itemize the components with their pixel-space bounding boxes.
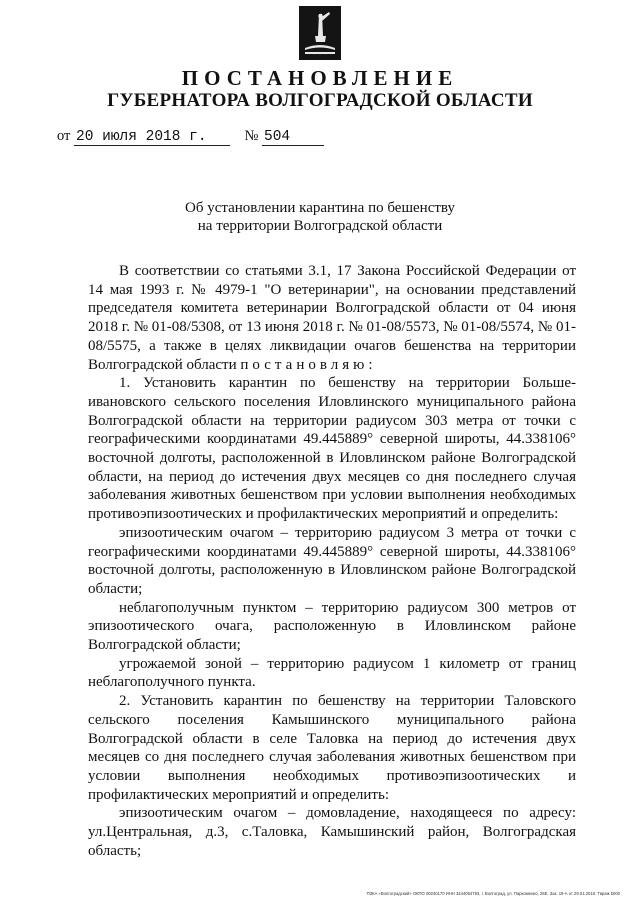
issuer-title: ГУБЕРНАТОРА ВОЛГОГРАДСКОЙ ОБЛАСТИ (107, 90, 533, 111)
paragraph-2: 2. Установить карантин по бешенству на территории Таловского сельского поселения Камышинского муниципального района Волгоградской области в селе Таловка на период до истечения двух месяцев со дня последнего случая заболевания животных бешенством при условии выполнения необходимых противоэпизоотических и профилактических мероприятий и определить: (88, 693, 576, 803)
coat-of-arms-icon (299, 6, 341, 60)
intro-paragraph (88, 262, 576, 374)
document-number: 504 (262, 129, 324, 146)
number-prefix: № (244, 128, 259, 144)
resolve-word: постановляю: (240, 356, 377, 373)
subject-line-2: на территории Волгоградской области (197, 218, 443, 234)
document-subject (0, 199, 640, 235)
document-body (88, 262, 576, 861)
print-footer: ПЗКА «Волгоградский» ОКПО 00240170 ИНН 3444054793, г. Волгоград, ул. Пархоменко, 26Е. Зак. 19-А от 29.01.2018. Тираж 5000 (366, 891, 620, 896)
paragraph-1-point: неблагополучным пунктом – территорию радиусом 300 метров от эпизоотического очага, расположенную в Иловлинском районе Волгоградской области; (88, 599, 576, 654)
document-type-title: ПОСТАНОВЛЕНИЕ (181, 66, 459, 90)
paragraph-1: 1. Установить карантин по бешенству на территории Больше-ивановского сельского поселения Иловлинского муниципального района Волгоградской области на территории радиусом 303 метра от точки с географическими координатами 49.445889° северной широты, 44.338106° восточной долготы, расположенной в Иловлинском районе Волгоградской области, на период до истечения двух месяцев со дня последнего случая заболевания животных бешенством при условии выполнения необходимых противоэпизоотических и профилактических мероприятий и определить: (88, 375, 576, 523)
document-meta (57, 128, 324, 146)
paragraph-1-focus: эпизоотическим очагом – территорию радиусом 3 метра от точки с географическими координатами 49.445889° северной широты, 44.338106° восточной долготы, расположенную в Иловлинском районе Волгоградской области; (88, 524, 576, 597)
paragraph-2-focus: эпизоотическим очагом – домовладение, находящееся по адресу: ул.Центральная, д.3, с.Таловка, Камышинский район, Волгоградская область; (88, 805, 576, 859)
subject-line-1: Об установлении карантина по бешенству (185, 200, 455, 216)
paragraph-1-zone: угрожаемой зоной – территорию радиусом 1 километр от границ неблагополучного пункта. (88, 655, 576, 691)
intro-text: В соответствии со статьями 3.1, 17 Закона Российской Федерации от 14 мая 1993 г. № 4979-1 "О ветеринарии", на основании представлений председателя комитета ветеринарии Волгоградской области от 04 июня 2018 г. № 01-08/5308, от 13 июня 2018 г. № 01-08/5573, № 01-08/5574, № 01-08/5575, а также в целях ликвидации очагов бешенства на территории Волгоградской области (88, 263, 576, 373)
document-date: 20 июля 2018 г. (74, 129, 230, 146)
date-prefix: от (57, 128, 71, 144)
